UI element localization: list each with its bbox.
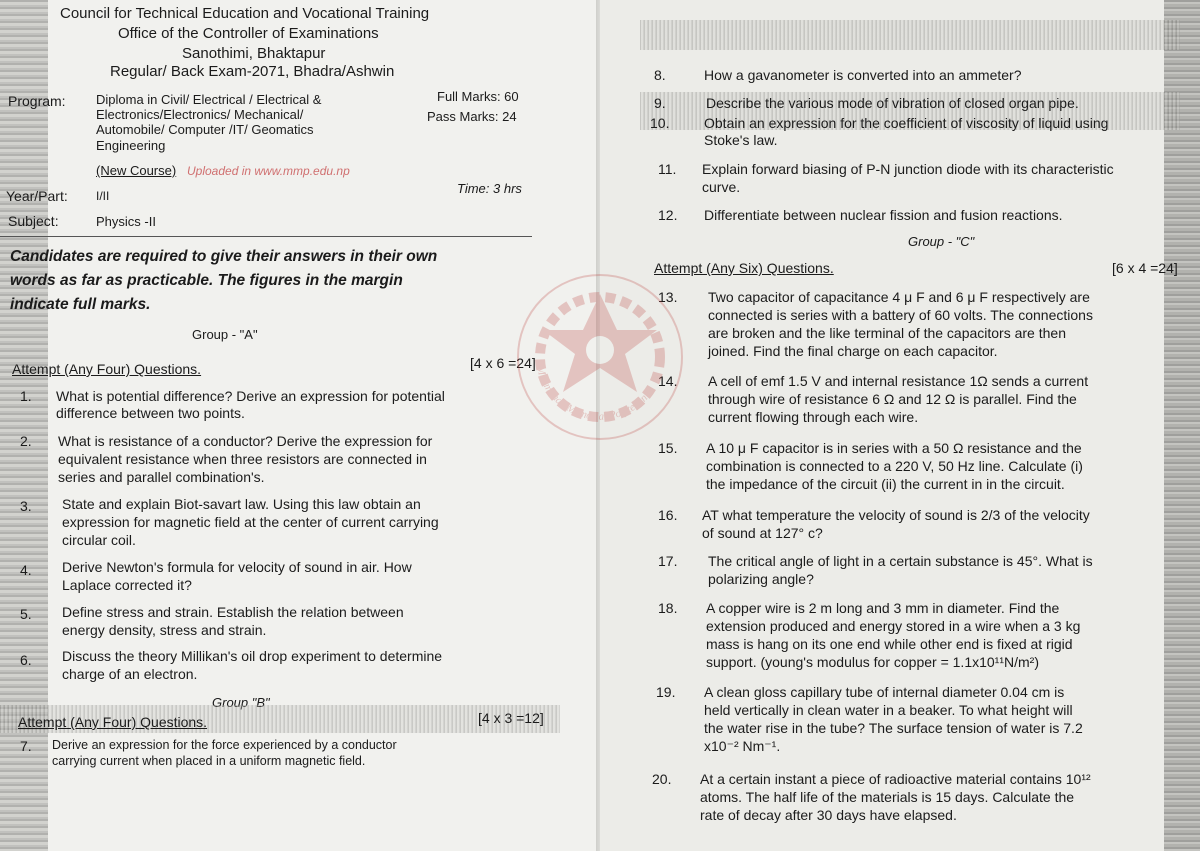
question-line: The critical angle of light in a certain substance is 45°. What is [708, 553, 1093, 569]
question-line: carrying current when placed in a uniform magnetic field. [52, 754, 366, 768]
question-number: 7. [20, 738, 32, 754]
scan-noise [640, 20, 1180, 50]
question-line: rate of decay after 30 days have elapsed. [700, 807, 957, 823]
question-number: 20. [652, 771, 672, 787]
question-number: 16. [658, 507, 678, 523]
college-seal-watermark [515, 272, 685, 442]
subject-value: Physics -II [96, 214, 156, 229]
question-line: What is resistance of a conductor? Derive the expression for [58, 433, 433, 449]
question-line: the water rise in the tube? The surface tension of water is 7.2 [704, 720, 1083, 736]
instruction-line-2: words as far as practicable. The figures in the margin [10, 272, 403, 289]
question-number: 5. [20, 606, 32, 622]
group-a-attempt: Attempt (Any Four) Questions. [12, 361, 202, 377]
question-line: At a certain instant a piece of radioactive material contains 10¹² [700, 771, 1091, 787]
time: Time: 3 hrs [457, 181, 522, 196]
question-line: equivalent resistance when three resistors are connected in [58, 451, 427, 467]
question-line: through wire of resistance 6 Ω and 12 Ω is parallel. Find the [708, 391, 1077, 407]
question-number: 14. [658, 373, 678, 389]
question-number: 10. [650, 115, 670, 131]
question-line: x10⁻² Nm⁻¹. [704, 738, 781, 754]
subject-label: Subject: [8, 213, 59, 229]
group-b-title: Group "B" [212, 695, 270, 710]
full-marks: Full Marks: 60 [437, 89, 519, 104]
course-label: (New Course) [96, 163, 177, 178]
right-page [600, 0, 1200, 851]
upload-watermark: Uploaded in www.mmp.edu.np [187, 164, 350, 178]
question-line: circular coil. [62, 532, 136, 548]
question-number: 9. [654, 95, 666, 111]
group-c-attempt: Attempt (Any Six) Questions. [654, 260, 834, 276]
group-a-marks: [4 x 6 =24] [470, 355, 536, 371]
question-line: Derive an expression for the force experienced by a conductor [52, 738, 397, 752]
question-line: A copper wire is 2 m long and 3 mm in diameter. Find the [706, 600, 1060, 616]
question-line: State and explain Biot-savart law. Using this law obtain an [62, 496, 421, 512]
office-title: Office of the Controller of Examinations [118, 25, 379, 42]
question-line: A cell of emf 1.5 V and internal resistance 1Ω sends a current [708, 373, 1089, 389]
question-line: held vertically in clean water in a beaker. To what height will [704, 702, 1073, 718]
program-line-3: Automobile/ Computer /IT/ Geomatics [96, 122, 314, 137]
program-line-1: Diploma in Civil/ Electrical / Electrical & [96, 92, 322, 107]
question-number: 2. [20, 433, 32, 449]
question-line: A clean gloss capillary tube of internal diameter 0.04 cm is [704, 684, 1065, 700]
question-line: How a gavanometer is converted into an ammeter? [704, 67, 1022, 83]
question-line: polarizing angle? [708, 571, 814, 587]
location: Sanothimi, Bhaktapur [182, 45, 326, 62]
year-label: Year/Part: [6, 188, 68, 204]
pass-marks: Pass Marks: 24 [427, 109, 517, 124]
question-number: 11. [658, 161, 677, 177]
question-number: 18. [658, 600, 678, 616]
question-line: current flowing through each wire. [708, 409, 919, 425]
question-line: Differentiate between nuclear fission and fusion reactions. [704, 207, 1063, 223]
question-line: expression for magnetic field at the center of current carrying [62, 514, 439, 530]
question-number: 1. [20, 388, 32, 404]
instruction-line-3: indicate full marks. [10, 296, 151, 313]
question-number: 19. [656, 684, 676, 700]
question-line: the impedance of the circuit (ii) the current in in the circuit. [706, 476, 1065, 492]
question-line: Stoke's law. [704, 132, 778, 148]
question-line: Laplace corrected it? [62, 577, 192, 593]
question-line: charge of an electron. [62, 666, 198, 682]
question-line: Discuss the theory Millikan's oil drop experiment to determine [62, 648, 443, 664]
program-line-2: Electronics/Electronics/ Mechanical/ [96, 107, 304, 122]
group-c-title: Group - "C" [908, 234, 975, 249]
question-line: of sound at 127° c? [702, 525, 823, 541]
question-line: curve. [702, 179, 741, 195]
question-line: What is potential difference? Derive an expression for potential [56, 388, 445, 404]
question-number: 6. [20, 652, 32, 668]
group-b-attempt: Attempt (Any Four) Questions. [18, 714, 208, 730]
council-title: Council for Technical Education and Vocational Training [60, 5, 430, 22]
question-number: 4. [20, 562, 32, 578]
question-line: mass is hang on its one end while other end is fixed at rigid [706, 636, 1073, 652]
instruction-line-1: Candidates are required to give their answers in their own [10, 248, 438, 265]
question-line: AT what temperature the velocity of sound is 2/3 of the velocity [702, 507, 1090, 523]
question-line: extension produced and energy stored in a wire when a 3 kg [706, 618, 1081, 634]
question-line: energy density, stress and strain. [62, 622, 267, 638]
question-number: 8. [654, 67, 666, 83]
question-line: connected is series with a battery of 60 volts. The connections [708, 307, 1093, 323]
question-line: A 10 μ F capacitor is in series with a 50 Ω resistance and the [706, 440, 1082, 456]
question-line: series and parallel combination's. [58, 469, 265, 485]
question-line: Describe the various mode of vibration of closed organ pipe. [706, 95, 1079, 111]
question-line: atoms. The half life of the materials is 15 days. Calculate the [700, 789, 1075, 805]
question-line: Two capacitor of capacitance 4 μ F and 6 μ F respectively are [708, 289, 1090, 305]
question-number: 17. [658, 553, 678, 569]
program-line-4: Engineering [96, 138, 166, 153]
program-label: Program: [8, 93, 66, 109]
group-c-marks: [6 x 4 =24] [1112, 260, 1178, 276]
question-line: difference between two points. [56, 405, 245, 421]
group-b-marks: [4 x 3 =12] [478, 710, 544, 726]
question-number: 3. [20, 498, 32, 514]
question-line: Define stress and strain. Establish the relation between [62, 604, 404, 620]
question-line: support. (young's modulus for copper = 1.1x10¹¹N/m²) [706, 654, 1039, 670]
group-a-title: Group - "A" [192, 327, 258, 342]
question-number: 15. [658, 440, 678, 456]
question-line: Obtain an expression for the coefficient of viscosity of liquid using [704, 115, 1109, 131]
question-line: combination is connected to a 220 V, 50 Hz line. Calculate (i) [706, 458, 1083, 474]
question-number: 13. [658, 289, 678, 305]
question-line: joined. Find the final charge on each capacitor. [708, 343, 998, 359]
exam-title: Regular/ Back Exam-2071, Bhadra/Ashwin [110, 63, 395, 80]
question-line: Explain forward biasing of P-N junction diode with its characteristic [702, 161, 1114, 177]
divider [0, 236, 532, 237]
watermark-text: Manmohan Memorial Polytechnic [533, 364, 656, 423]
year-value: I/II [96, 189, 110, 203]
question-number: 12. [658, 207, 678, 223]
svg-text:Manmohan Memorial Polytechnic [534, 364, 656, 423]
question-line: Derive Newton's formula for velocity of sound in air. How [62, 559, 412, 575]
question-line: are broken and the like terminal of the capacitors are then [708, 325, 1066, 341]
